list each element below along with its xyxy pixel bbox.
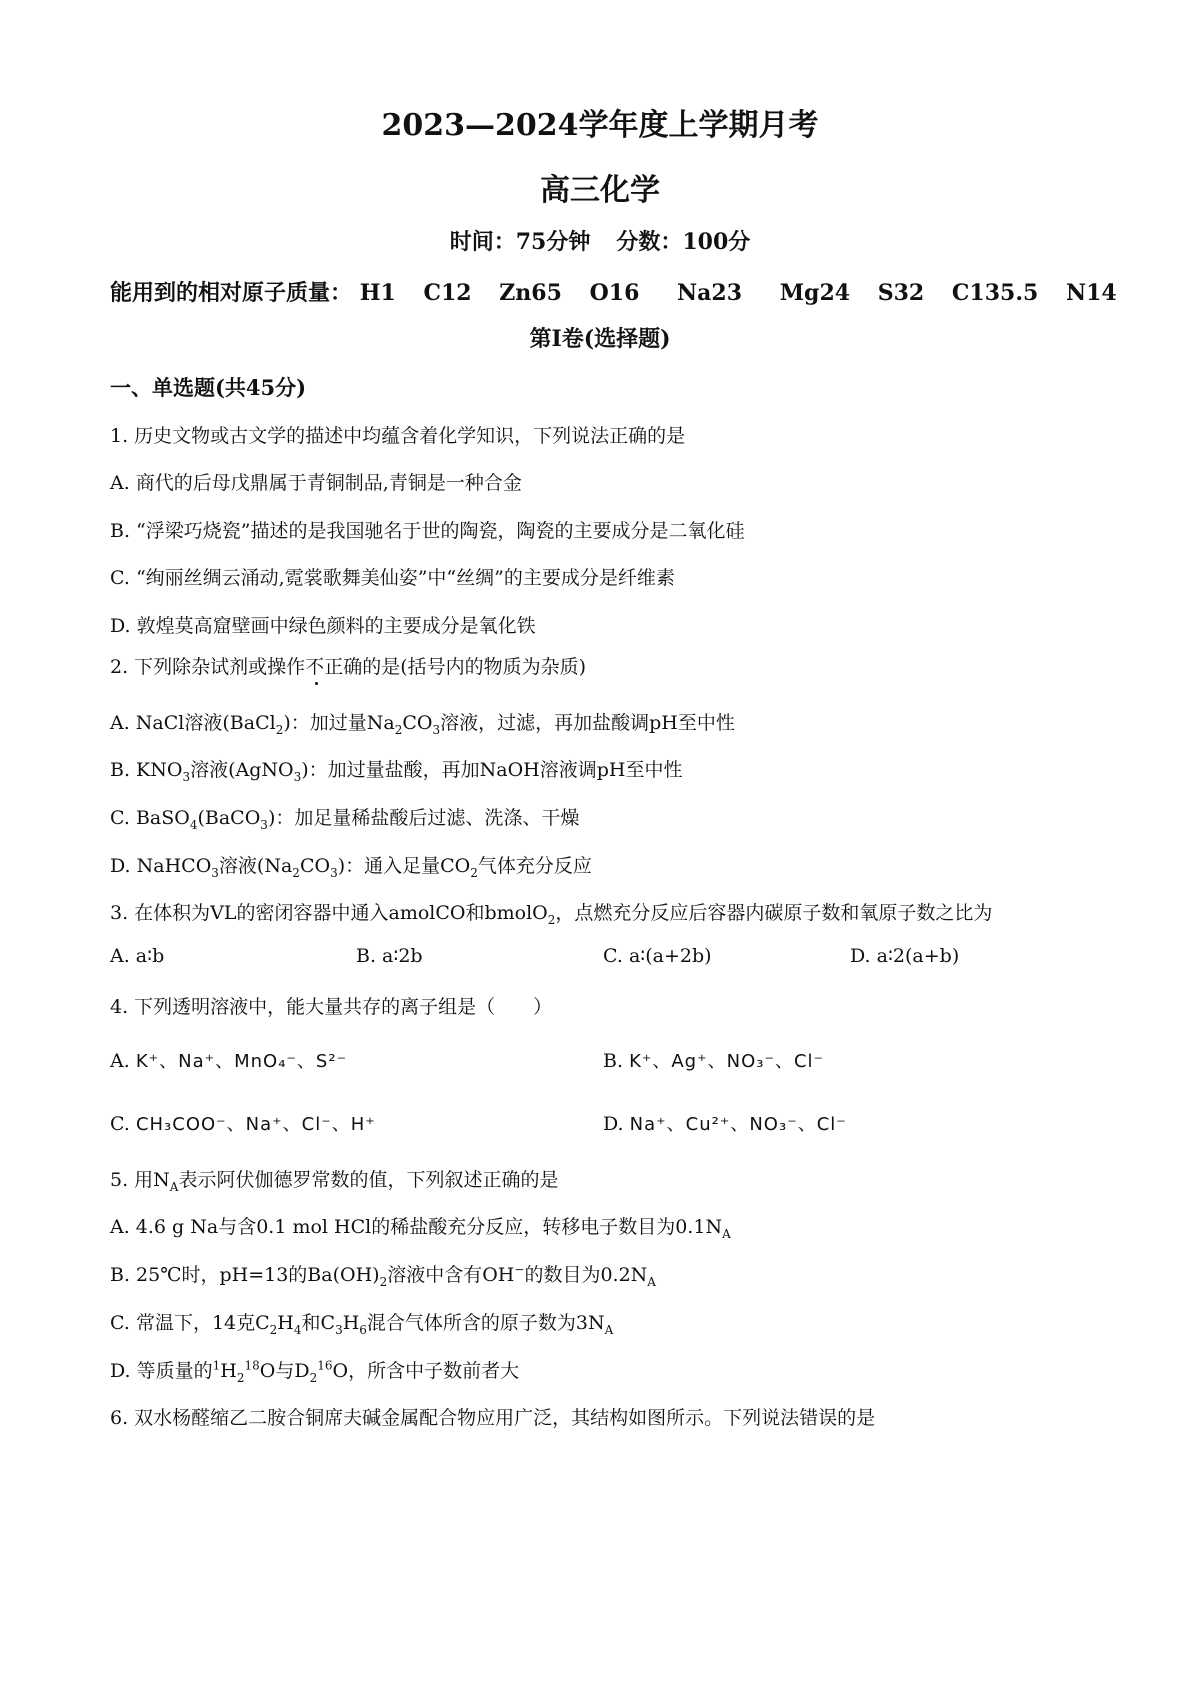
t: 气体充分反应 [477, 855, 592, 877]
exam-title: 2023—2024学年度上学期月考 [381, 108, 819, 143]
question-5-option-b [110, 1260, 656, 1289]
mass-item: O16 [589, 280, 640, 306]
t: 混合气体所含的原子数为3N [366, 1312, 605, 1334]
section-heading: 一、单选题(共45分) [110, 375, 307, 400]
subscript: 2 [379, 1274, 388, 1289]
t: ，点燃充分反应后容器内碳原子数和氧原子数之比为 [555, 902, 993, 924]
subscript: 3 [432, 722, 441, 737]
t: D. NaHCO [110, 855, 212, 877]
subscript: 2 [269, 1322, 278, 1337]
subscript: A [722, 1226, 731, 1241]
question-1-option-a: A. 商代的后母戊鼎属于青铜制品,青铜是一种合金 [110, 472, 522, 494]
question-2-option-d [110, 851, 592, 880]
mass-item: Na23 [677, 280, 743, 306]
subscript: 2 [394, 722, 403, 737]
q2-emphasis: 不 [305, 656, 325, 678]
question-5-option-a [110, 1212, 731, 1241]
question-3-stem [110, 898, 992, 927]
superscript: − [514, 1262, 525, 1277]
question-6-stem: 6. 双水杨醛缩乙二胺合铜席夫碱金属配合物应用广泛，其结构如图所示。下列说法错误的是 [110, 1407, 876, 1429]
t: A. NaCl溶液(BaCl [110, 712, 276, 734]
t: 溶液，过滤，再加盐酸调pH至中性 [440, 712, 735, 734]
ion-list: Na⁺、Cu²⁺、NO₃⁻、Cl⁻ [629, 1114, 847, 1135]
t: )：加过量Na [283, 712, 395, 734]
subscript: 3 [335, 1322, 343, 1337]
subscript: 2 [292, 865, 300, 880]
question-3-option-b: B. a∶2b [356, 945, 423, 967]
atomic-masses [110, 276, 1117, 307]
option-label: A. [110, 1050, 130, 1072]
question-2-option-b [110, 755, 682, 784]
mass-item: C12 [423, 280, 472, 306]
question-1-option-d: D. 敦煌莫高窟壁画中绿色颜料的主要成分是氧化铁 [110, 615, 536, 637]
option-label: D. [603, 1113, 624, 1135]
t: C. BaSO [110, 807, 190, 829]
subscript: 3 [330, 865, 338, 880]
subscript: 2 [470, 865, 478, 880]
t: H [220, 1360, 237, 1382]
subscript: 2 [547, 912, 556, 927]
t: O与D [259, 1360, 310, 1382]
t: CO [299, 855, 331, 877]
question-3-option-c: C. a∶(a+2b) [603, 945, 712, 967]
option-label: C. [110, 1113, 130, 1135]
t: 3. 在体积为VL的密闭容器中通入amolCO和bmolO [110, 902, 548, 924]
superscript: 16 [317, 1358, 333, 1373]
question-1-option-c: C. “绚丽丝绸云涌动,霓裳歌舞美仙姿”中“丝绸”的主要成分是纤维素 [110, 567, 675, 589]
question-5-option-c [110, 1308, 613, 1337]
t: H [342, 1312, 360, 1334]
exam-score: 分数：100分 [616, 229, 751, 255]
ion-list: CH₃COO⁻、Na⁺、Cl⁻、H⁺ [135, 1114, 376, 1135]
q2-stem-text: 2. 下列除杂试剂或操作 [110, 656, 306, 678]
question-1-option-b: B. “浮梁巧烧瓷”描述的是我国驰名于世的陶瓷，陶瓷的主要成分是二氧化硅 [110, 520, 745, 542]
subscript: 2 [309, 1370, 318, 1385]
subscript: A [647, 1274, 656, 1289]
subscript: A [169, 1179, 179, 1194]
mass-item: N14 [1066, 280, 1117, 306]
question-2-option-a [110, 708, 735, 737]
t: H [277, 1312, 294, 1334]
subscript: 3 [260, 817, 268, 832]
ion-list: K⁺、Na⁺、MnO₄⁻、S²⁻ [135, 1051, 348, 1072]
question-4-option-c [110, 1110, 376, 1136]
superscript: 1 [212, 1358, 221, 1373]
superscript: 18 [244, 1358, 260, 1373]
question-4-option-a [110, 1047, 347, 1073]
mass-item: Zn65 [499, 280, 562, 306]
question-2-stem [110, 652, 586, 679]
subscript: 6 [359, 1322, 367, 1337]
t: 溶液(AgNO [190, 759, 294, 781]
t: 溶液(Na [218, 855, 293, 877]
t: 和C [301, 1312, 336, 1334]
subscript: 4 [189, 817, 198, 832]
t: C. 常温下，14克C [110, 1312, 270, 1334]
subscript: 2 [236, 1370, 245, 1385]
subscript: 2 [275, 722, 284, 737]
question-2-option-c [110, 803, 579, 832]
question-3-option-a: A. a∶b [110, 945, 165, 967]
atomic-masses-label: 能用到的相对原子质量： [110, 280, 353, 306]
t: CO [402, 712, 433, 734]
volume-heading: 第Ⅰ卷(选择题) [529, 326, 671, 352]
subscript: A [604, 1322, 614, 1337]
question-1-stem: 1. 历史文物或古文学的描述中均蕴含着化学知识，下列说法正确的是 [110, 425, 686, 447]
t: 的数目为0.2N [524, 1264, 648, 1286]
t: D. 等质量的 [110, 1360, 213, 1382]
t: )：加足量稀盐酸后过滤、洗涤、干燥 [267, 807, 580, 829]
t: )：加过量盐酸，再加NaOH溶液调pH至中性 [301, 759, 683, 781]
question-4-option-d [603, 1110, 847, 1136]
question-5-stem [110, 1165, 558, 1194]
t: 表示阿伏伽德罗常数的值，下列叙述正确的是 [178, 1169, 559, 1191]
question-4-option-b [603, 1047, 824, 1073]
question-3-option-d: D. a∶2(a+b) [850, 945, 960, 967]
t: B. KNO [110, 759, 183, 781]
option-label: B. [603, 1050, 624, 1072]
t: B. 25℃时，pH=13的Ba(OH) [110, 1264, 380, 1286]
exam-info [0, 225, 1200, 256]
exam-subject: 高三化学 [540, 173, 660, 208]
mass-item: S32 [877, 280, 925, 306]
mass-item: H1 [359, 280, 396, 306]
q2-stem-text: 正确的是(括号内的物质为杂质) [324, 656, 587, 678]
ion-list: K⁺、Ag⁺、NO₃⁻、Cl⁻ [629, 1051, 825, 1072]
t: 溶液中含有OH [387, 1264, 515, 1286]
subscript: 3 [211, 865, 219, 880]
mass-item: C135.5 [951, 280, 1039, 306]
question-5-option-d [110, 1356, 519, 1385]
subscript: 4 [293, 1322, 302, 1337]
subscript: 3 [182, 769, 191, 784]
t: 5. 用N [110, 1169, 170, 1191]
t: A. 4.6 g Na与含0.1 mol HCl的稀盐酸充分反应，转移电子数目为0.1N [110, 1216, 723, 1238]
t: O，所含中子数前者大 [332, 1360, 520, 1382]
exam-time: 时间：75分钟 [449, 229, 591, 255]
mass-item: Mg24 [779, 280, 851, 306]
t: (BaCO [197, 807, 261, 829]
question-4-stem: 4. 下列透明溶液中，能大量共存的离子组是（ ） [110, 996, 553, 1018]
subscript: 3 [293, 769, 302, 784]
t: )：通入足量CO [337, 855, 471, 877]
